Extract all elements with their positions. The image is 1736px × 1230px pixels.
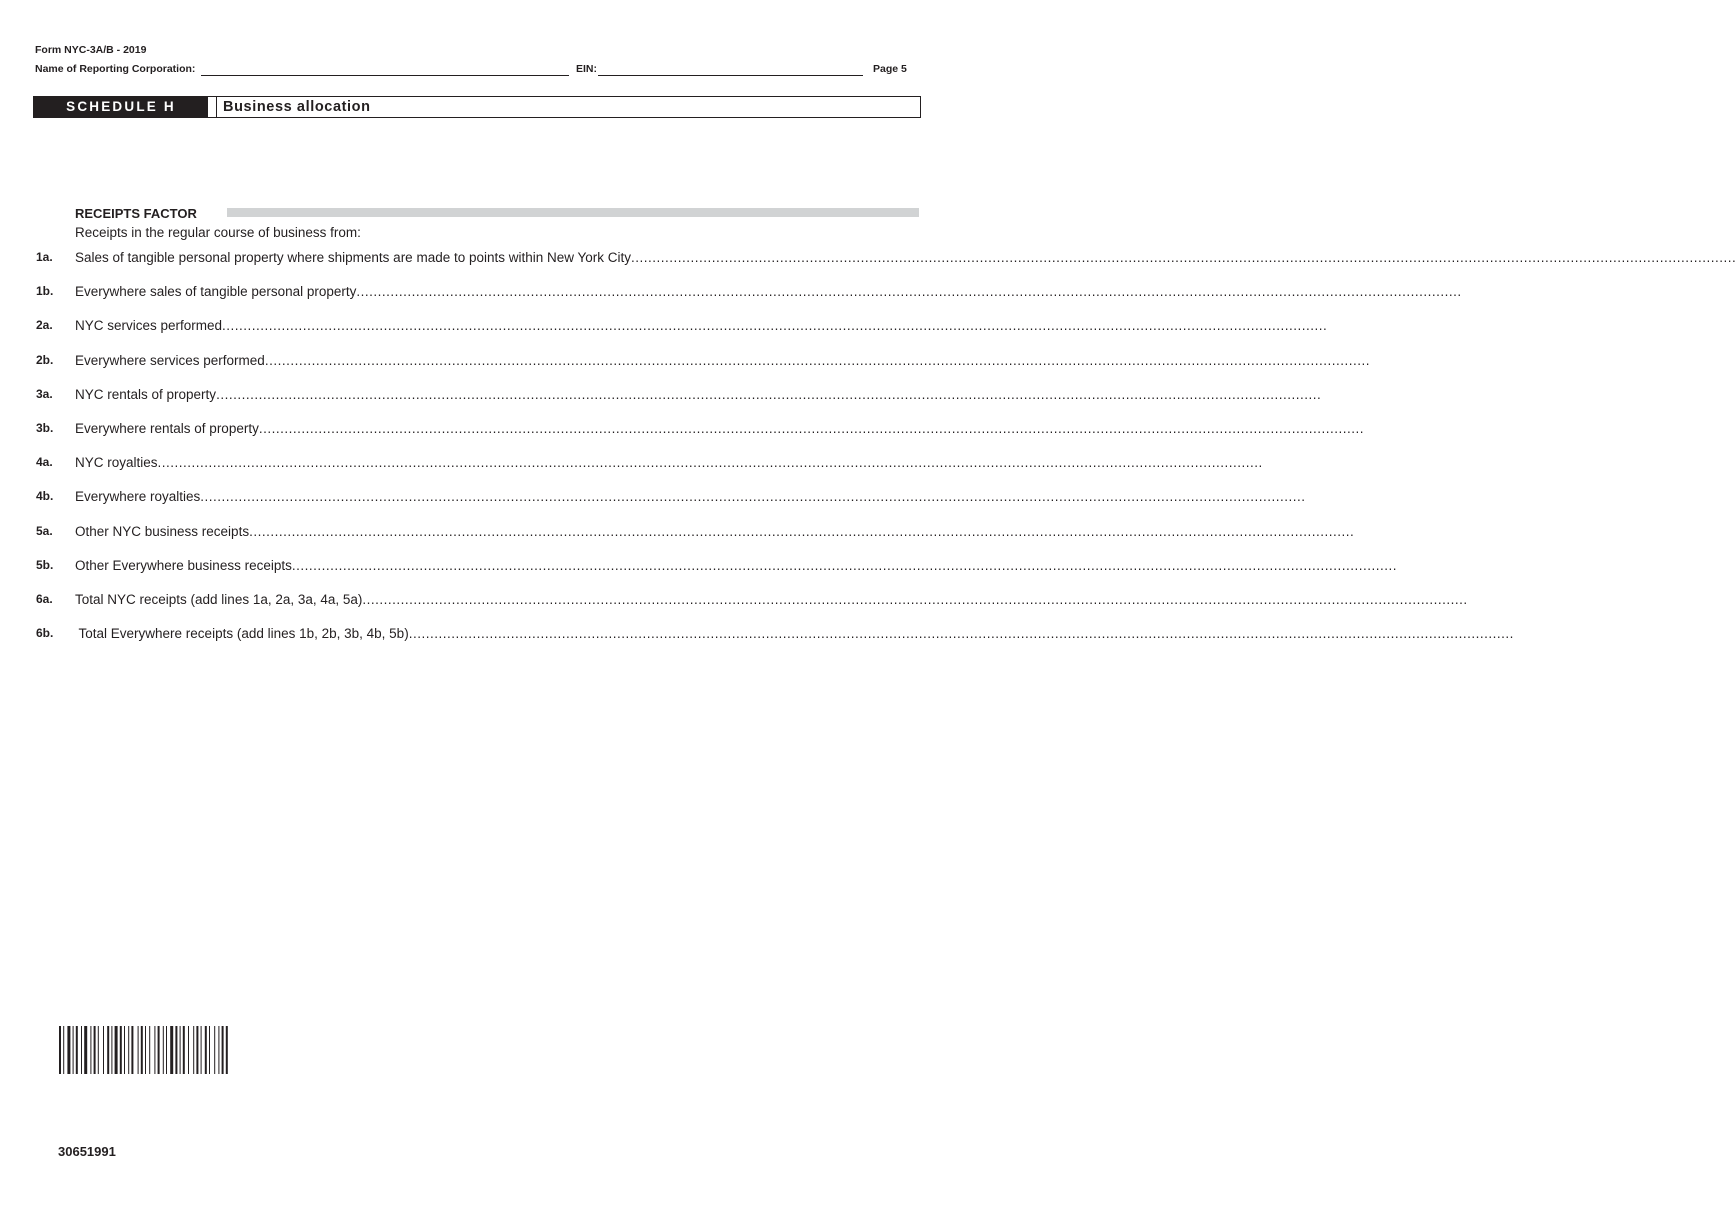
line-label: Total Everywhere receipts (add lines 1b, 2b, 3b, 4b, 5b) (75, 626, 409, 642)
barcode-bar (201, 1026, 202, 1074)
barcode-bar (63, 1026, 64, 1074)
line-description (75, 317, 1328, 335)
line-label: Everywhere royalties (75, 489, 201, 505)
header-row (35, 63, 909, 79)
barcode-bar (170, 1026, 173, 1074)
form-code: 30651991 (58, 1144, 116, 1159)
line-label: NYC rentals of property (75, 386, 217, 402)
leader-dots: .................................................................................................................................................................................................................................................................... (264, 352, 1371, 368)
barcode-bar (76, 1026, 78, 1074)
barcode-bar (128, 1026, 129, 1074)
line-number: 1b. (36, 284, 54, 299)
barcode-bar (183, 1026, 185, 1074)
line-label: Sales of tangible personal property where shipments are made to points within New York City (75, 250, 632, 265)
line-number: 2a. (36, 318, 53, 333)
line-item (0, 591, 1468, 609)
line-description (75, 488, 1306, 506)
line-item (0, 386, 1322, 404)
line-label: Everywhere services performed (75, 352, 265, 368)
leader-dots: .................................................................................................................................................................................................................................................................... (258, 421, 1365, 436)
line-number: 3a. (36, 386, 53, 401)
form-id: Form NYC-3A/B - 2019 (35, 44, 147, 56)
barcode-bar (107, 1026, 109, 1074)
barcode-bar (98, 1026, 99, 1074)
barcode-bar (154, 1026, 155, 1074)
barcode-bar (103, 1026, 104, 1074)
barcode-bar (222, 1026, 224, 1074)
line-item (0, 625, 1514, 643)
barcode-bar (188, 1026, 189, 1074)
barcode-bar (94, 1026, 96, 1074)
line-number: 4a. (36, 455, 53, 470)
barcode-bar (59, 1026, 61, 1074)
barcode-bar (115, 1026, 118, 1074)
name-field[interactable] (201, 75, 569, 76)
schedule-title: Business allocation (216, 97, 371, 117)
barcode-bar (205, 1026, 207, 1074)
ein-field[interactable] (598, 75, 863, 76)
ein-label: EIN: (576, 63, 597, 75)
line-item (0, 523, 1355, 541)
barcode-bar (84, 1026, 87, 1074)
barcode-bar (214, 1026, 215, 1074)
line-number: 1a. (36, 250, 53, 264)
line-description (75, 591, 1468, 609)
barcode-image (59, 1026, 271, 1074)
line-description (75, 352, 1371, 370)
line-item (0, 488, 1306, 506)
line-description (75, 557, 1398, 575)
leader-dots: .................................................................................................................................................................................................................................................................... (408, 626, 1514, 642)
name-label: Name of Reporting Corporation: (35, 63, 196, 75)
line-description (75, 249, 1736, 267)
leader-dots: .................................................................................................................................................................................................................................................................... (249, 523, 1355, 539)
line-number: 2b. (36, 352, 54, 367)
line-description (75, 386, 1322, 404)
barcode-bar (209, 1026, 210, 1074)
line-description (75, 420, 1365, 438)
barcode-bar (218, 1026, 219, 1074)
leader-dots: .................................................................................................................................................................................................................................................................... (631, 250, 1736, 265)
leader-dots: .................................................................................................................................................................................................................................................................... (362, 592, 1468, 607)
line-item (0, 283, 1462, 301)
barcode-bar (163, 1026, 164, 1074)
schedule-tag: SCHEDULE H (34, 97, 208, 117)
line-item (0, 557, 1398, 575)
line-description (75, 454, 1263, 472)
barcode-bar (124, 1026, 125, 1074)
barcode-bar (180, 1026, 181, 1074)
line-item (0, 454, 1263, 472)
line-item (0, 249, 1736, 267)
leader-dots: .................................................................................................................................................................................................................................................................... (216, 386, 1322, 402)
line-label: Total NYC receipts (add lines 1a, 2a, 3a, 4a, 5a) (75, 592, 363, 607)
leader-dots: .................................................................................................................................................................................................................................................................... (157, 455, 1263, 471)
leader-dots: .................................................................................................................................................................................................................................................................... (291, 557, 1398, 573)
line-number: 6b. (36, 626, 54, 641)
line-description (75, 283, 1462, 301)
barcode-bar (81, 1026, 82, 1074)
barcode-bar (193, 1026, 194, 1074)
line-item (0, 317, 1328, 335)
barcode-bar (226, 1026, 228, 1074)
line-number: 3b. (36, 421, 54, 435)
line-number: 6a. (36, 592, 53, 606)
line-label: Everywhere rentals of property (75, 421, 259, 436)
line-description (75, 523, 1355, 541)
leader-dots: .................................................................................................................................................................................................................................................................... (222, 318, 1328, 334)
barcode-bar (158, 1026, 160, 1074)
section-title: RECEIPTS FACTOR (75, 206, 197, 221)
leader-dots: .................................................................................................................................................................................................................................................................... (200, 489, 1306, 505)
barcode-bar (67, 1026, 70, 1074)
line-label: Everywhere sales of tangible personal property (75, 284, 357, 300)
barcode-bar (90, 1026, 91, 1074)
barcode-bar (138, 1026, 139, 1074)
barcode-bar (141, 1026, 143, 1074)
barcode-bar (131, 1026, 133, 1074)
line-number: 5a. (36, 523, 53, 538)
barcode-bar (175, 1026, 177, 1074)
barcode-bar (111, 1026, 112, 1074)
page-number: Page 5 (873, 63, 907, 75)
section-divider (227, 208, 919, 217)
line-label: NYC services performed (75, 318, 223, 334)
line-label: Other NYC business receipts (75, 523, 250, 539)
barcode-bar (196, 1026, 198, 1074)
barcode-bar (145, 1026, 146, 1074)
line-label: NYC royalties (75, 455, 158, 471)
leader-dots: .................................................................................................................................................................................................................................................................... (356, 284, 1462, 300)
barcode-bar (166, 1026, 167, 1074)
line-number: 4b. (36, 489, 54, 504)
line-description (75, 625, 1514, 643)
barcode-bar (120, 1026, 122, 1074)
line-item (0, 352, 1371, 370)
barcode-bar (73, 1026, 74, 1074)
barcode-bar (149, 1026, 150, 1074)
schedule-header (33, 96, 921, 118)
line-number: 5b. (36, 557, 54, 572)
line-label: Other Everywhere business receipts (75, 557, 292, 573)
line-item (0, 420, 1365, 438)
section-subtitle: Receipts in the regular course of business from: (75, 225, 361, 240)
